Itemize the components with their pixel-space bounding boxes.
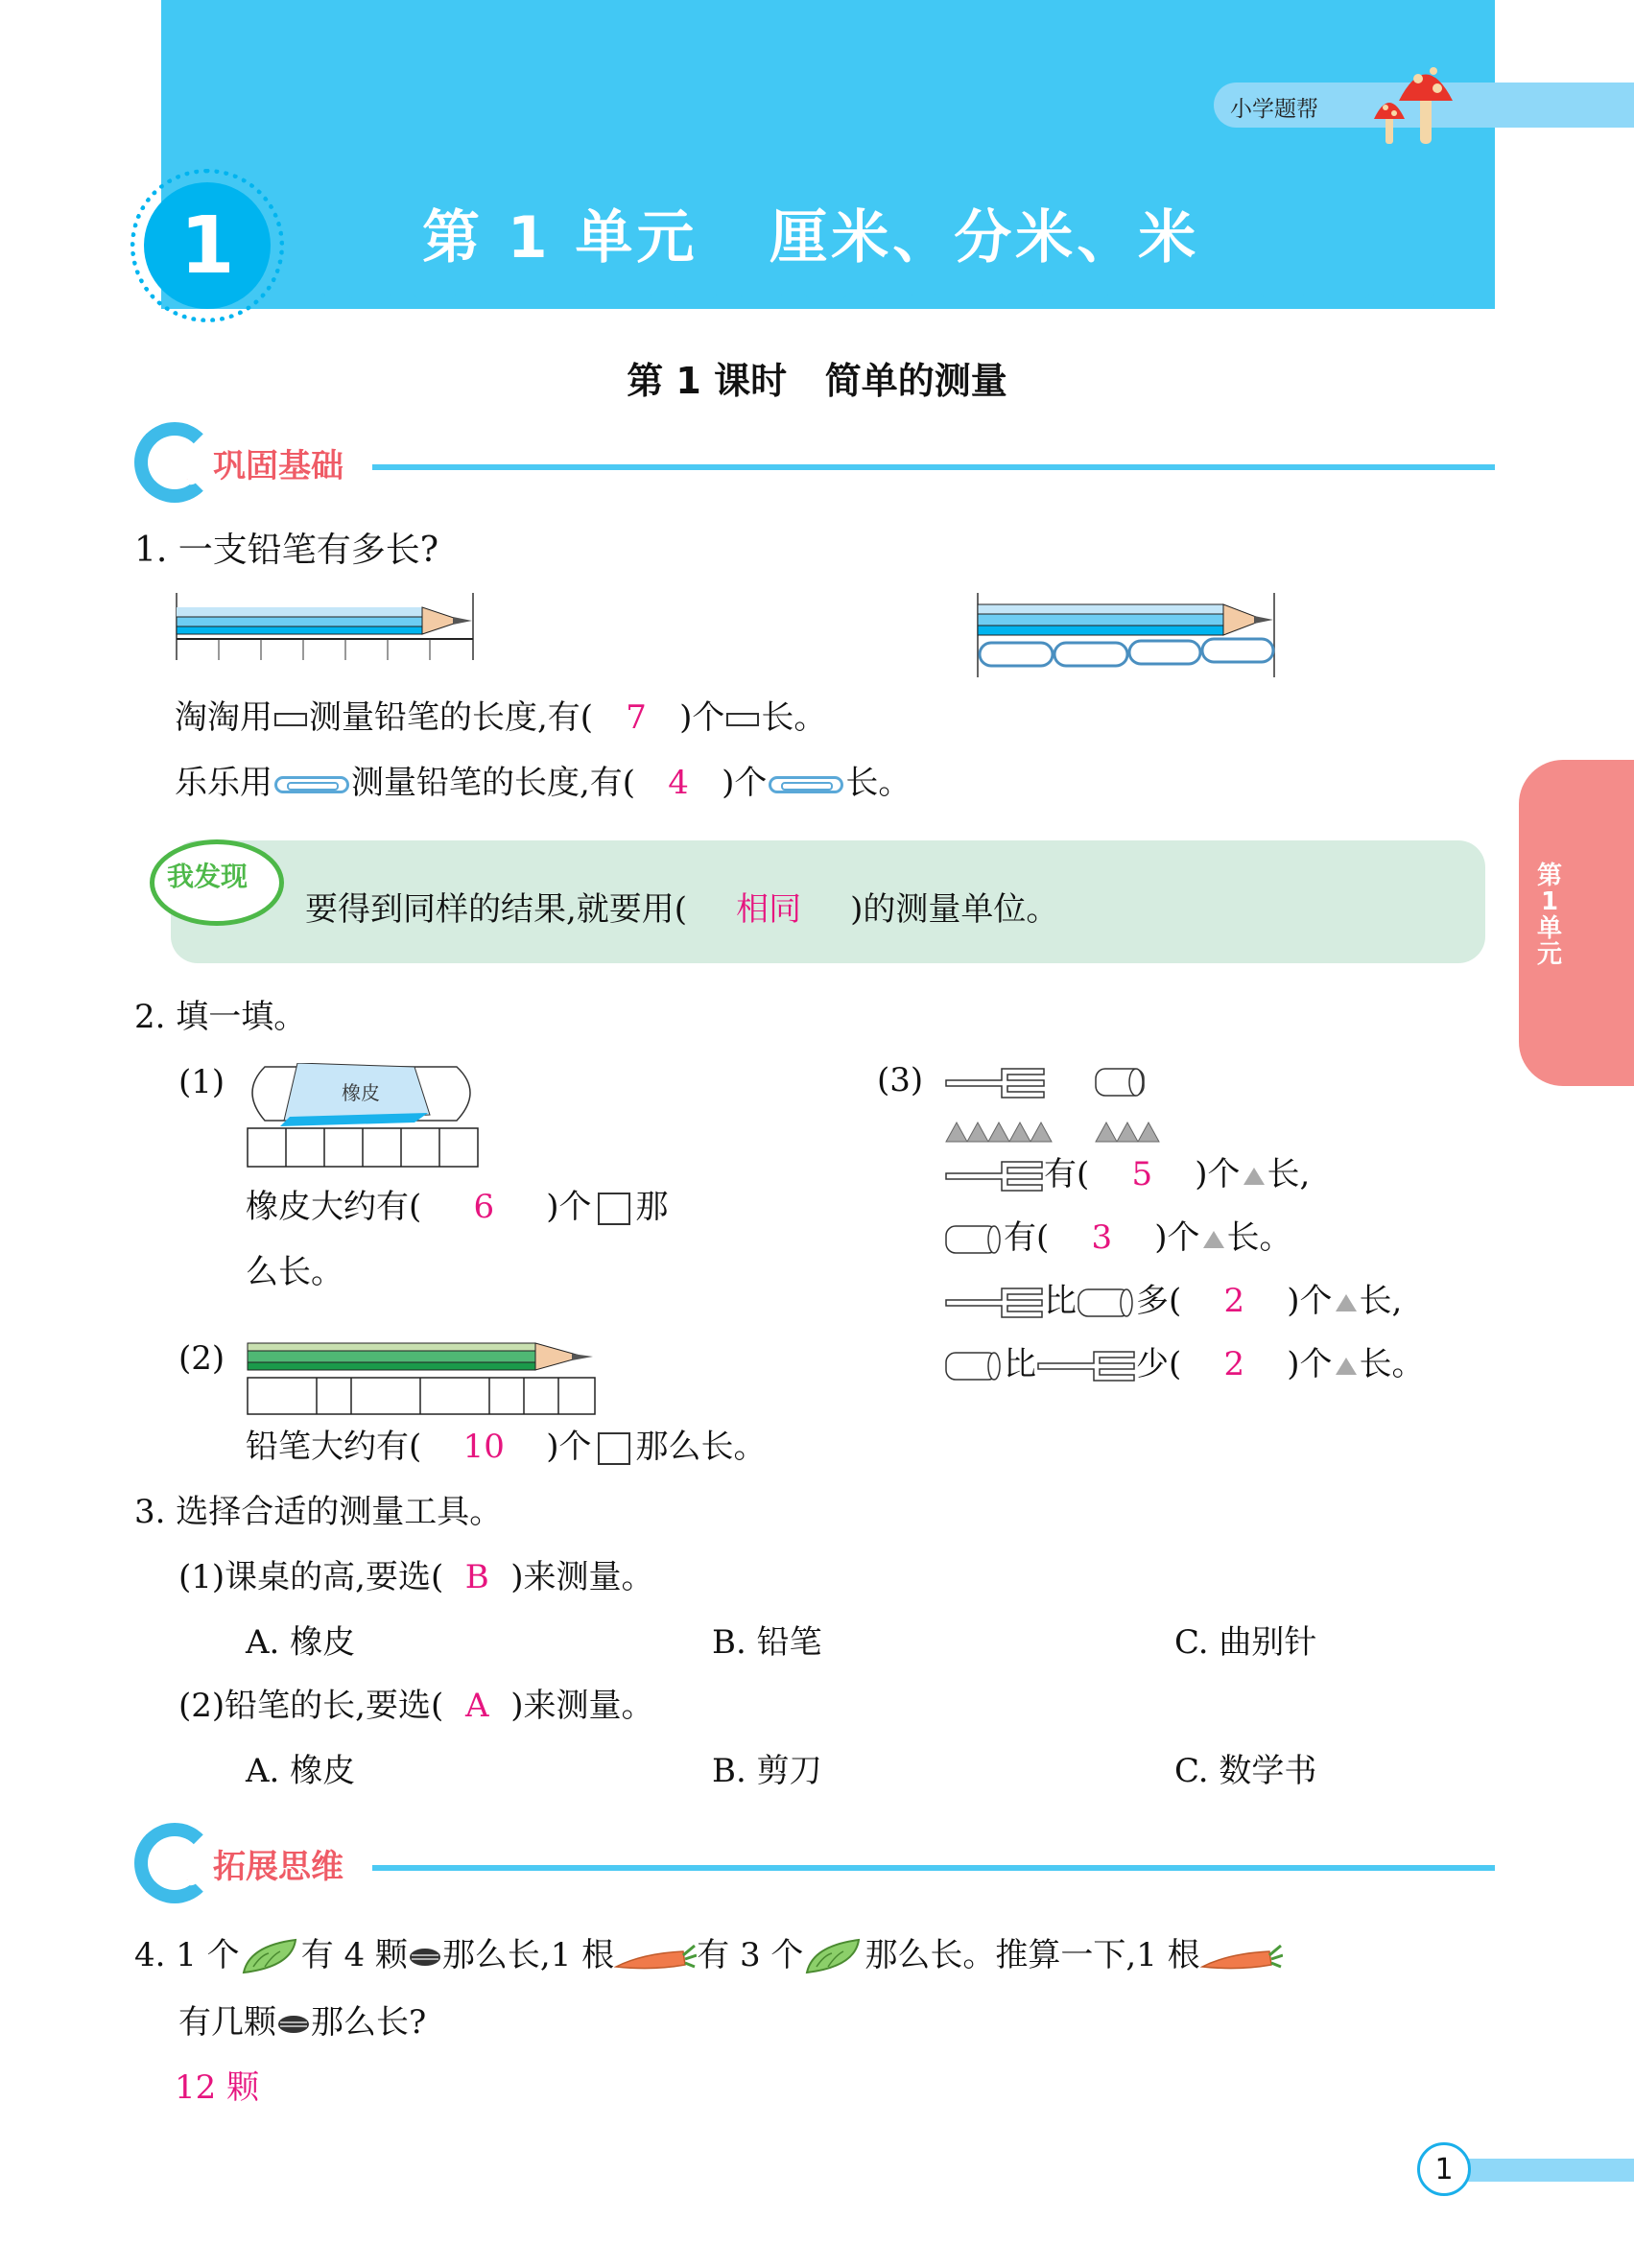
discover-text: 要得到同样的结果,就要用( 相同 )的测量单位。 xyxy=(305,890,1059,929)
q3-p1: (1)课桌的高,要选( B )来测量。 xyxy=(178,1558,654,1596)
q3-p2: (2)铅笔的长,要选( A )来测量。 xyxy=(178,1687,654,1725)
answer-blank[interactable]: 3 xyxy=(1091,1218,1113,1257)
section-label: 巩固基础 xyxy=(213,447,343,485)
answer-blank[interactable]: 6 xyxy=(473,1188,495,1226)
q2-p3-row-1: 有( 5 )个 长, xyxy=(944,1155,1310,1194)
cylinder-icon xyxy=(1077,1287,1136,1319)
lesson-title: 第 1 课时 简单的测量 xyxy=(627,360,1007,402)
answer-blank[interactable]: 10 xyxy=(462,1428,505,1466)
q2-prompt: 2. 填一填。 xyxy=(134,998,307,1036)
q3-p2-option-a[interactable]: A. 橡皮 xyxy=(246,1752,356,1790)
q2-p2-number: (2) xyxy=(178,1339,225,1378)
fork-icon xyxy=(944,1287,1044,1319)
triangle-unit-icon xyxy=(1336,1294,1357,1311)
discover-label: 我发现 xyxy=(167,861,249,892)
unit-side-tab-label: 第1单元 xyxy=(1536,862,1562,969)
eraser-illustration xyxy=(246,1063,480,1169)
page-number: 1 xyxy=(1417,2142,1471,2196)
q1-line-taotao: 淘淘用 测量铅笔的长度,有( 7 )个 长。 xyxy=(175,698,827,737)
q4-line-2: 有几颗 那么长? xyxy=(178,2003,427,2042)
q2-p3-row-3: 比 多( 2 )个 长, xyxy=(944,1282,1402,1321)
carrot-icon xyxy=(614,1942,697,1973)
square-unit-icon xyxy=(598,1193,630,1225)
fork-icon xyxy=(1036,1350,1136,1382)
section-bang: 帮 xyxy=(161,1843,203,1892)
answer-blank[interactable]: 5 xyxy=(1131,1155,1153,1193)
brand-badge-text: 小学题帮 xyxy=(1230,97,1318,122)
pea-pod-icon xyxy=(803,1938,864,1976)
section-header-basic xyxy=(134,422,1497,518)
wave-border xyxy=(161,280,1495,319)
answer-blank[interactable]: 2 xyxy=(1223,1345,1245,1383)
svg-text:橡皮: 橡皮 xyxy=(342,1081,380,1104)
q2-p1-text-cont: 么长。 xyxy=(246,1253,343,1291)
triangle-unit-icon xyxy=(1336,1358,1357,1375)
page-footer-bar xyxy=(1468,2159,1634,2182)
paperclip-icon xyxy=(769,776,843,793)
answer-blank[interactable]: 7 xyxy=(626,698,647,737)
fork-cylinder-triangles-illustration xyxy=(944,1065,1165,1144)
q3-p2-option-c[interactable]: C. 数学书 xyxy=(1174,1752,1317,1790)
q2-p2-text: 铅笔大约有( 10 )个 那么长。 xyxy=(246,1428,767,1466)
pea-pod-icon xyxy=(240,1938,301,1976)
q4-answer[interactable]: 12 颗 xyxy=(175,2068,260,2107)
seed-icon xyxy=(408,1947,442,1968)
answer-blank[interactable]: A xyxy=(464,1687,489,1725)
q2-p1-number: (1) xyxy=(178,1063,225,1101)
seed-icon xyxy=(276,2014,311,2035)
pencil-clips-illustration xyxy=(976,593,1275,679)
pencil-ruler-illustration xyxy=(175,593,474,662)
cylinder-icon xyxy=(944,1350,1004,1382)
section-divider xyxy=(372,1865,1495,1871)
triangle-unit-icon xyxy=(1203,1231,1224,1248)
section-label: 拓展思维 xyxy=(213,1848,343,1886)
q3-prompt: 3. 选择合适的测量工具。 xyxy=(134,1493,503,1531)
q4-line-1: 4. 1 个 有 4 颗 那么长,1 根 有 3 个 那么长。推算一下,1 根 xyxy=(134,1936,1283,1976)
q2-p1-text: 橡皮大约有( 6 )个 那 xyxy=(246,1188,669,1226)
section-header-extend xyxy=(134,1823,1497,1919)
answer-blank[interactable]: 相同 xyxy=(736,890,802,929)
carrot-icon xyxy=(1200,1942,1283,1973)
q3-p1-option-b[interactable]: B. 铅笔 xyxy=(712,1623,822,1662)
q1-prompt: 1. 一支铅笔有多长? xyxy=(134,531,439,570)
q2-p3-row-4: 比 少( 2 )个 长。 xyxy=(944,1345,1425,1384)
rectangle-unit-icon xyxy=(726,713,759,726)
answer-blank[interactable]: 4 xyxy=(668,764,689,802)
paperclip-icon xyxy=(274,776,349,793)
answer-blank[interactable]: 2 xyxy=(1223,1282,1245,1320)
section-bang: 帮 xyxy=(161,442,203,491)
q3-p2-option-b[interactable]: B. 剪刀 xyxy=(712,1752,822,1790)
mushroom-icon xyxy=(1361,58,1476,149)
green-pencil-ruler-illustration xyxy=(246,1335,597,1416)
section-divider xyxy=(372,464,1495,470)
unit-title: 第 1 单元 厘米、分米、米 xyxy=(422,204,1200,272)
q2-p3-row-2: 有( 3 )个 长。 xyxy=(944,1218,1292,1258)
answer-blank[interactable]: B xyxy=(464,1558,489,1596)
q1-line-lele: 乐乐用 测量铅笔的长度,有( 4 )个 长。 xyxy=(175,764,912,802)
q3-p1-option-c[interactable]: C. 曲别针 xyxy=(1174,1623,1317,1662)
q3-p1-option-a[interactable]: A. 橡皮 xyxy=(246,1623,356,1662)
square-unit-icon xyxy=(598,1432,630,1465)
rectangle-unit-icon xyxy=(274,713,307,726)
unit-number-badge: 1 xyxy=(144,182,271,309)
triangle-unit-icon xyxy=(1243,1168,1265,1185)
cylinder-icon xyxy=(944,1223,1004,1256)
q2-p3-number: (3) xyxy=(877,1061,924,1099)
fork-icon xyxy=(944,1160,1044,1193)
